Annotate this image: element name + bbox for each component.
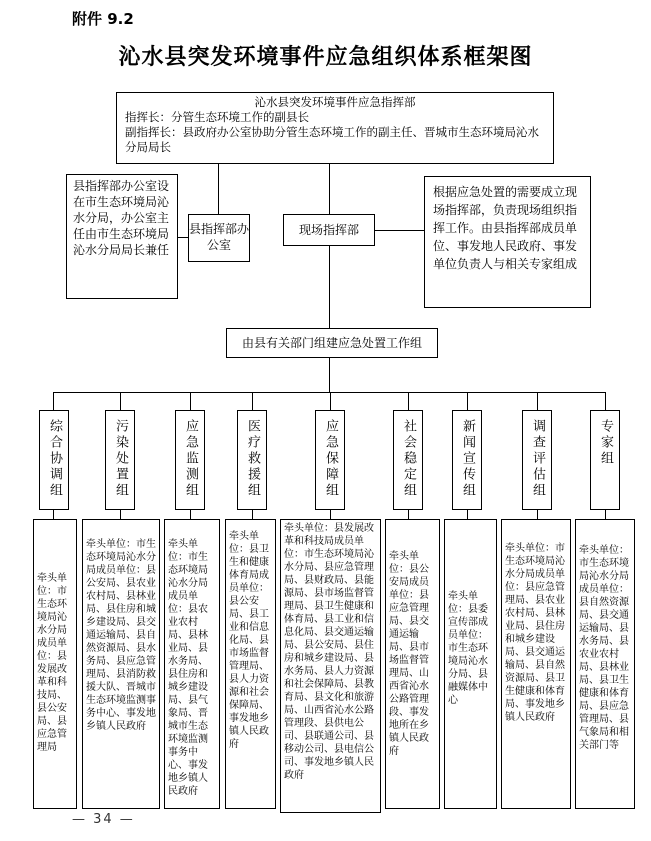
group-detail-support: 牵头单位：县发展改革和科技局成员单位：市生态环境局沁水分局、县应急管理局、县财政局、县能源局、县市场监督管理局、县卫生健康和体育局、县工业和信息化局、县交通运输局、县公安局、县住房和城乡建设局、县水务局、县人力资源和社会保障局、县教育局、县文化和旅游局、山西省沁水公路管理段、县供电公司、县联通公司、县移动公司、县电信公司、事发地乡镇人民政府 <box>280 519 381 813</box>
group-name: 应急保障组 <box>323 419 338 499</box>
group-detail-medical: 牵头单位：县卫生和健康体育局成员单位：县公安局、县工业和信息化局、县市场监督管理局、县人力资源和社会保障局、事发地乡镇人民政府 <box>225 519 276 809</box>
group-monitoring <box>175 410 205 510</box>
office-info-box: 县指挥部办公室设在市生态环境局沁水分局，办公室主任由市生态环境局沁水分局局长兼任 <box>66 174 178 299</box>
work-group-box: 由县有关部门组建应急处置工作组 <box>226 328 438 358</box>
connector-detail-drop <box>190 510 191 519</box>
group-name: 新闻宣传组 <box>460 419 475 499</box>
connector-rightinfo <box>375 230 424 231</box>
group-name: 社会稳定组 <box>401 419 416 499</box>
group-coordination <box>39 410 69 510</box>
group-detail-publicity: 牵头单位：县委宣传部成员单位：市生态环境局沁水分局、县融媒体中心 <box>444 519 497 809</box>
office-box: 县指挥部办公室 <box>188 214 250 262</box>
group-stability <box>393 410 423 510</box>
connector-group-drop <box>467 392 468 410</box>
connector-leftinfo <box>178 237 188 238</box>
attachment-label: 附件 9.2 <box>72 10 134 28</box>
connector-group-drop <box>408 392 409 410</box>
hq-deputy: 副指挥长：县政府办公室协助分管生态环境工作的副主任、晋城市生态环境局沁水分局局长 <box>125 125 539 154</box>
group-detail-pollution-disposal: 牵头单位：市生态环境局沁水分局成员单位：县公安局、县农业农村局、县林业局、县住房和城乡建设局、县交通运输局、县自然资源局、县水务局、县应急管理局、县消防救援大队、晋城市生态环境监测事务中心、事发地乡镇人民政府 <box>82 519 160 809</box>
command-hq-box <box>116 92 554 164</box>
group-pollution-disposal <box>105 410 135 510</box>
connector-work-down <box>329 358 330 392</box>
group-investigation <box>522 410 552 510</box>
group-detail-experts: 牵头单位：市生态环境局沁水分局成员单位：县自然资源局、县交通运输局、县水务局、县农业农村局、县林业局、县卫生健康和体育局、县应急管理局、县气象局和相关部门等 <box>575 519 635 809</box>
group-detail-stability: 牵头单位：县公安局成员单位：县应急管理局、县交通运输局、县市场监督管理局、山西省沁水公路管理段、事发地所在乡镇人民政府 <box>385 519 440 809</box>
connector-group-drop <box>252 392 253 410</box>
group-name: 调查评估组 <box>530 419 545 499</box>
group-detail-monitoring: 牵头单位：市生态环境局沁水分局成员单位：县农业农村局、县林业局、县水务局、县住房和城乡建设局、县气象局、晋城市生态环境监测事务中心、事发地乡镇人民政府 <box>164 519 220 809</box>
connector-group-drop <box>120 392 121 410</box>
connector-detail-drop <box>467 510 468 519</box>
page-title: 沁水县突发环境事件应急组织体系框架图 <box>118 44 533 70</box>
connector-detail-drop <box>605 510 606 519</box>
group-detail-coordination: 牵头单位：市生态环境局沁水分局成员单位：县发展改革和科技局、县公安局、县应急管理局 <box>33 519 77 809</box>
group-name: 专家组 <box>598 419 613 467</box>
page-number: — 34 — <box>72 812 135 827</box>
connector-detail-drop <box>537 510 538 519</box>
group-name: 污染处置组 <box>113 419 128 499</box>
group-detail-investigation: 牵头单位：市生态环境局沁水分局成员单位：县应急管理局、县农业农村局、县林业局、县住房和城乡建设局、县交通运输局、县自然资源局、县卫生健康和体育局、事发地乡镇人民政府 <box>501 519 571 809</box>
scene-command-box: 现场指挥部 <box>283 214 375 246</box>
connector-group-drop <box>190 392 191 410</box>
connector-office-up <box>218 164 219 214</box>
group-name: 医疗救援组 <box>245 419 260 499</box>
group-publicity <box>452 410 482 510</box>
connector-detail-drop <box>120 510 121 519</box>
connector-scene-work <box>329 246 330 328</box>
connector-detail-drop <box>252 510 253 519</box>
connector-group-drop <box>53 392 54 410</box>
group-medical <box>237 410 267 510</box>
connector-group-drop <box>537 392 538 410</box>
connector-group-drop <box>330 392 331 410</box>
group-name: 应急监测组 <box>183 419 198 499</box>
hq-title: 沁水县突发环境事件应急指挥部 <box>254 95 416 109</box>
connector-detail-drop <box>330 510 331 519</box>
group-name: 综合协调组 <box>47 419 62 499</box>
group-support <box>315 410 345 510</box>
group-experts <box>590 410 620 510</box>
hq-commander: 指挥长：分管生态环境工作的副县长 <box>125 110 309 124</box>
connector-group-drop <box>605 392 606 410</box>
scene-info-box: 根据应急处置的需要成立现场指挥部，负责现场组织指挥工作。由县指挥部成员单位、事发地人民政府、事发单位负责人与相关专家组成 <box>424 176 591 308</box>
connector-detail-drop <box>53 510 54 519</box>
connector-detail-drop <box>408 510 409 519</box>
connector-hq-down <box>329 164 330 214</box>
